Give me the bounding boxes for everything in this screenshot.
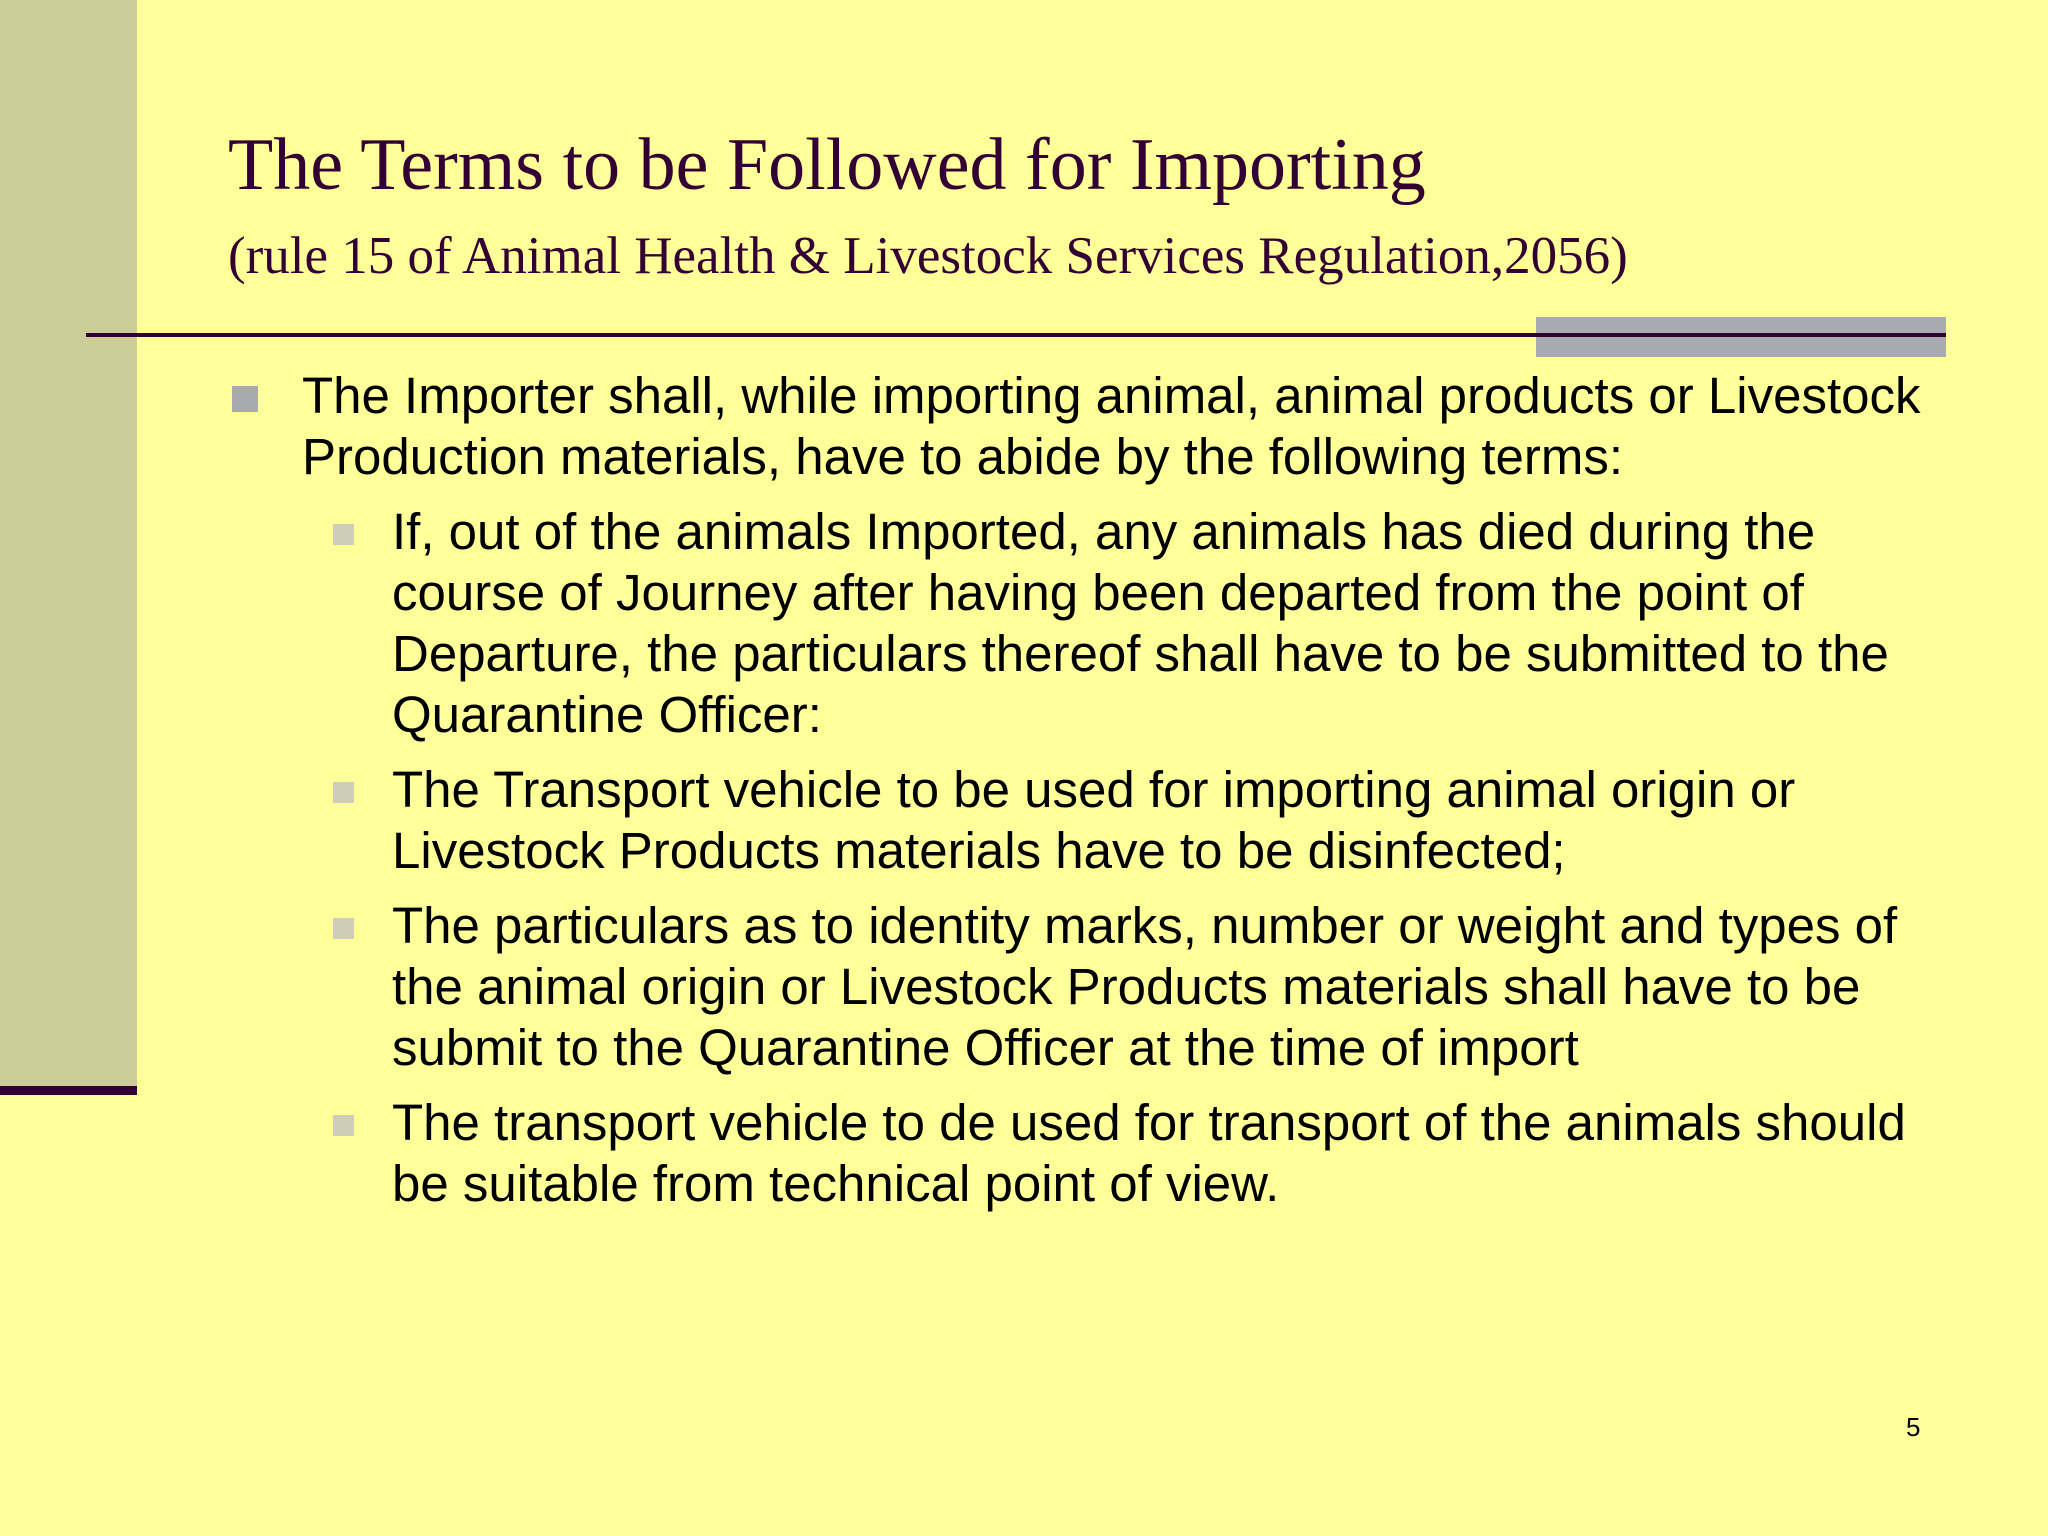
left-band-underline bbox=[0, 1086, 137, 1095]
square-bullet-icon bbox=[333, 782, 354, 803]
sub-bullet-text: The particulars as to identity marks, number or weight and types of the animal origin or Livestock Products materials shall have to be submit to the Quarantine Officer at the time of import bbox=[392, 897, 1898, 1076]
bullet-item bbox=[228, 365, 1928, 487]
sub-bullet-item bbox=[228, 501, 1928, 745]
bullet-text: The Importer shall, while importing animal, animal products or Livestock Production materials, have to abide by the following terms: bbox=[302, 367, 1921, 485]
left-decorative-band bbox=[0, 0, 137, 1090]
sub-bullet-list bbox=[228, 501, 1928, 1214]
slide-subtitle: (rule 15 of Animal Health & Livestock Services Regulation,2056) bbox=[228, 227, 1628, 285]
square-bullet-icon bbox=[333, 1115, 354, 1136]
sub-bullet-text: The Transport vehicle to be used for importing animal origin or Livestock Products materials have to be disinfected; bbox=[392, 761, 1796, 879]
sub-bullet-item bbox=[228, 759, 1928, 881]
title-rule bbox=[86, 333, 1946, 337]
slide-content bbox=[228, 365, 1928, 1228]
square-bullet-icon bbox=[333, 918, 354, 939]
sub-bullet-text: If, out of the animals Imported, any animals has died during the course of Journey after having been departed from the point of Departure, the particulars thereof shall have to be submitted to the Quarantine Officer: bbox=[392, 503, 1889, 743]
page-number: 5 bbox=[1906, 1412, 1921, 1442]
sub-bullet-item bbox=[228, 895, 1928, 1078]
title-rule-accent bbox=[1536, 317, 1946, 357]
square-bullet-icon bbox=[333, 524, 354, 545]
square-bullet-icon bbox=[232, 386, 258, 412]
slide-title: The Terms to be Followed for Importing bbox=[228, 124, 1426, 206]
sub-bullet-item bbox=[228, 1092, 1928, 1214]
sub-bullet-text: The transport vehicle to de used for transport of the animals should be suitable from technical point of view. bbox=[392, 1094, 1906, 1212]
